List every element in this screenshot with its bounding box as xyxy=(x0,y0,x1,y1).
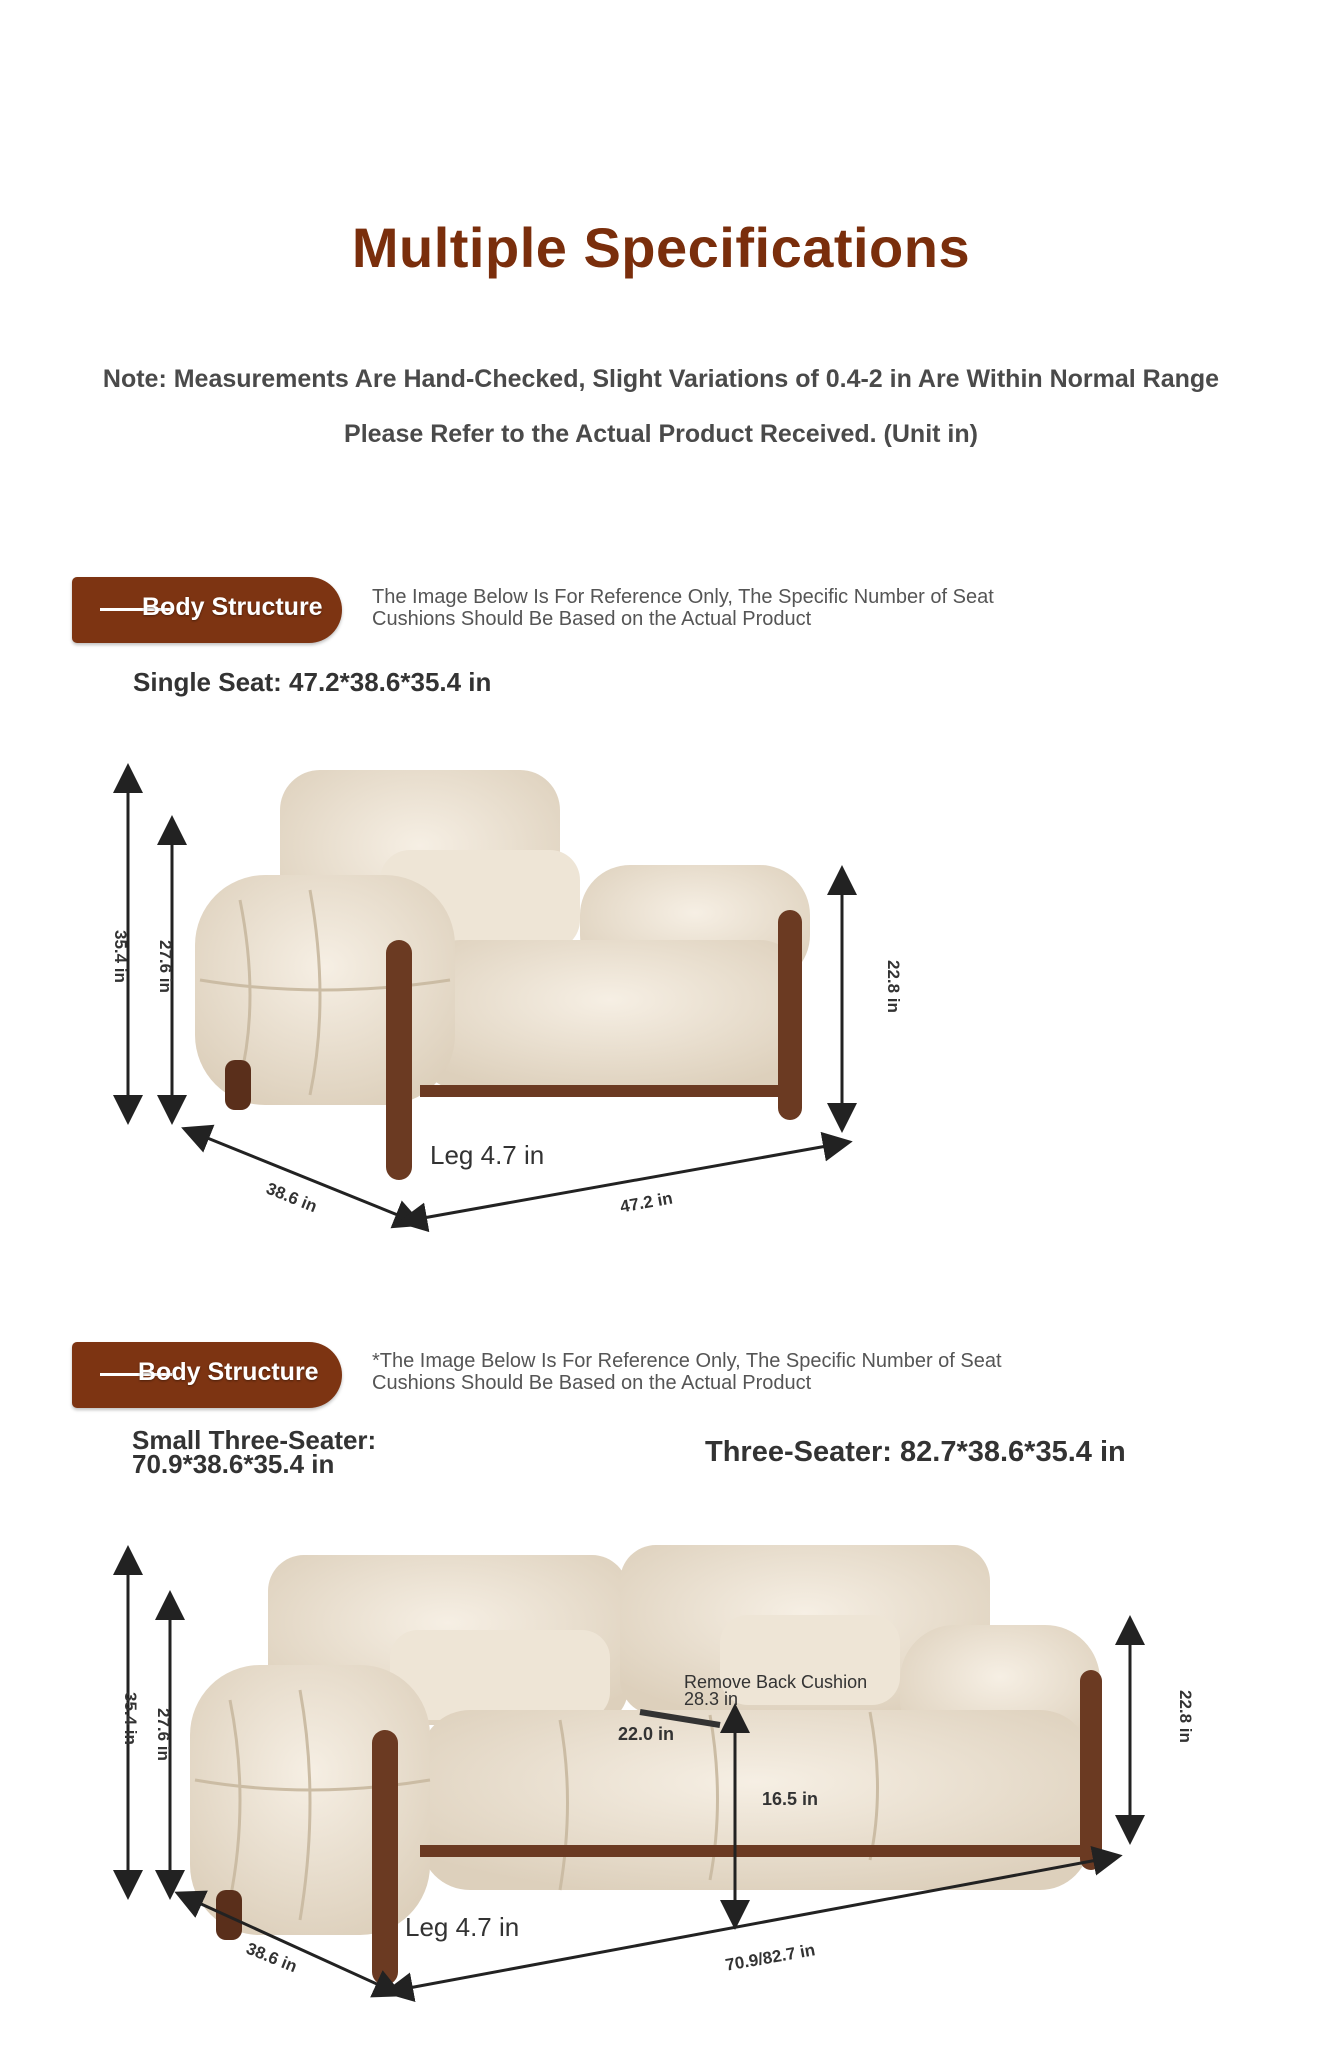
width-label: 47.2 in xyxy=(618,1188,675,1217)
measurement-note: Note: Measurements Are Hand-Checked, Slight Variations of 0.4-2 in Are Within Normal Range xyxy=(102,365,1220,393)
small-three-seater-spec-line1: Small Three-Seater: xyxy=(132,1425,377,1455)
badge-label: Body Structure xyxy=(142,593,323,621)
leg-height-label: Leg 4.7 in xyxy=(430,1140,545,1170)
seat-cushion xyxy=(420,940,800,1090)
height-arm-label: 22.8 in xyxy=(884,960,903,1013)
sofa-leg-height-label: Leg 4.7 in xyxy=(405,1912,520,1942)
remove-back-cushion-label: Remove Back Cushion xyxy=(684,1672,868,1692)
three-seater-spec: Three-Seater: 82.7*38.6*35.4 in xyxy=(705,1436,1126,1468)
sofa-height-total-label: 35.4 in xyxy=(121,1692,140,1745)
front-left-post xyxy=(386,940,412,1180)
body-structure-badge-2 xyxy=(72,1342,342,1408)
sofa-height-back-label: 27.6 in xyxy=(154,1708,173,1761)
sofa-depth-label: 38.6 in xyxy=(243,1938,300,1977)
sofa-front-right-post xyxy=(1080,1670,1102,1870)
sofa-front-left-post xyxy=(372,1730,398,1985)
depth-label: 38.6 in xyxy=(263,1178,320,1217)
sofa-back-leg xyxy=(216,1890,242,1940)
height-total-label: 35.4 in xyxy=(111,930,130,983)
wood-frame xyxy=(420,1085,800,1097)
sofa-seat xyxy=(420,1710,1090,1890)
single-seat-spec: Single Seat: 47.2*38.6*35.4 in xyxy=(133,667,492,697)
small-three-seater-spec-line2: 70.9*38.6*35.4 in xyxy=(132,1449,335,1479)
back-leg xyxy=(225,1060,251,1110)
measurement-note-2: Please Refer to the Actual Product Received. (Unit in) xyxy=(344,420,978,448)
remove-back-cushion-value: 28.3 in xyxy=(684,1689,739,1709)
reference-note: The Image Below Is For Reference Only, The Specific Number of Seat Cushions Should Be Based on the Actual Product xyxy=(372,586,994,630)
front-right-post xyxy=(778,910,802,1120)
seat-height-label: 16.5 in xyxy=(762,1789,819,1809)
sofa-shape xyxy=(190,1545,1102,1985)
height-back-label: 27.6 in xyxy=(156,940,175,993)
badge-label: Body Structure xyxy=(138,1358,319,1386)
armchair-shape xyxy=(195,770,810,1180)
sofa-height-arm-label: 22.8 in xyxy=(1176,1690,1195,1743)
seat-depth-label: 22.0 in xyxy=(618,1724,675,1744)
sofa-width-label: 70.9/82.7 in xyxy=(723,1940,817,1975)
reference-note-2: *The Image Below Is For Reference Only, The Specific Number of Seat Cushions Should Be Based on the Actual Product xyxy=(372,1350,1002,1394)
page-title: Multiple Specifications xyxy=(351,216,971,279)
sofa-wood-frame xyxy=(420,1845,1090,1857)
